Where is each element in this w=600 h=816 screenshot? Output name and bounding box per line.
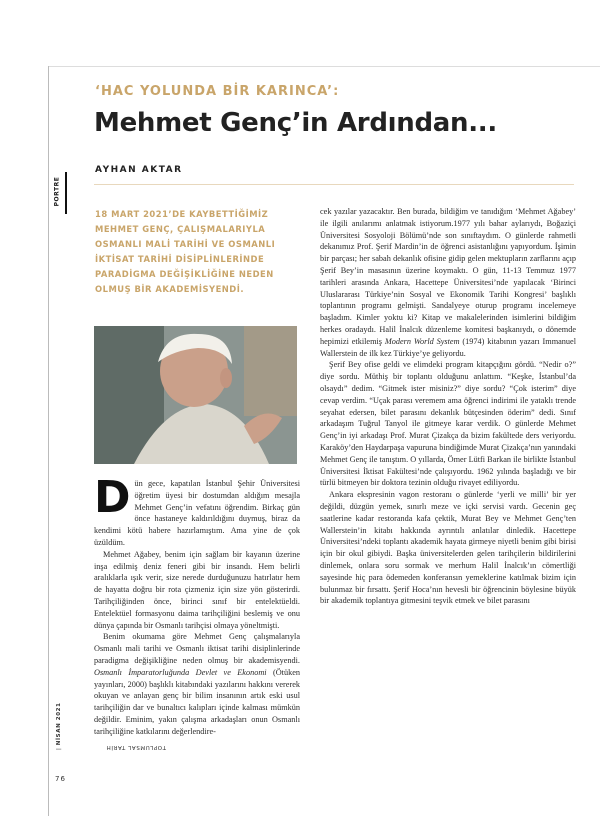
body-column-right [320, 206, 576, 607]
author-name: AYHAN AKTAR [95, 165, 183, 175]
drop-cap: D [94, 472, 131, 523]
kicker: ‘HAC YOLUNDA BİR KARINCA’: [95, 84, 340, 99]
paragraph-text: ün gece, kapatılan İstanbul Şehir Üniversitesi öğretim üyesi bir dostumdan aldığım mesajla Mehmet Genç’in vefatını öğrendim. Birkaç gün önce hastaneye kaldırıldığını duymuş, biraz da kendimi kötü habere hazırlamıştım. Ama yine de çok üzüldüm. [94, 479, 300, 547]
body-column-left [94, 472, 300, 738]
page-number: 76 [55, 775, 66, 783]
portrait-photo [94, 326, 297, 464]
paragraph-text: Benim okumama göre Mehmet Genç çalışmalarıyla Osmanlı mali tarihi ve Osmanlı iktisat tarihi disiplinlerinde paradigma değişikliğine neden olmuş bir akademisyendi. [94, 632, 300, 665]
book-title: Osmanlı İmparatorluğunda Devlet ve Ekonomi [94, 667, 267, 677]
title-divider [94, 184, 574, 185]
body-paragraph: Ankara ekspresinin vagon restoranı o günlerde ‘yerli ve milli’ bir yer değildi, düzgün yemek, sınırlı meze ve içki servisi vardı. Gecenin geç saatlerine kadar restoranda kafa çektik, Murat Bey ve Mehmet Genç’ten Wallerstein’in kitabı hakkında ayrıntılı anlatılar dinledik. Hacettepe Üniversitesi’ndeki toplantı akademik hayata girmeye niyetli benim gibi birisi için bir okul gibiydi. Başka üniversitelerden gelen tarihçilerin bildirilerini dinlemek, onlara soru sormak ve merhum Halil İnalcık’ın cömertliği sayesinde hiç para ödemeden konferansın yemeklerine katılmak bizim için bulunmaz bir fırsattı. Şerif Hoca’nın hevesli bir öğrencinin böylesine büyük bir akademik toplantıya gitmesini teşvik etmek ve bilet parasını [320, 490, 576, 606]
article-title: Mehmet Genç’in Ardından... [94, 108, 497, 138]
body-paragraph [320, 206, 576, 359]
section-tag-label: PORTRE [53, 176, 61, 207]
book-title: Modern World System [384, 336, 460, 346]
top-rule [48, 66, 600, 67]
paragraph-text: (1974) kitabının yazarı Immanuel Wallerstein de ilk kez Türkiye’ye geliyordu. [320, 336, 576, 358]
top-margin [0, 0, 600, 66]
lead-paragraph: 18 MART 2021’DE KAYBETTİĞİMİZ MEHMET GENÇ, ÇALIŞMALARIYLA OSMANLI MALİ TARİHİ VE OSMANLI İKTİSAT TARİHİ DİSİPLİNLERİNDE PARADİGMA DEĞİŞİKLİĞİNE NEDEN OLMUŞ BİR AKADEMİSYENDİ. [95, 209, 276, 294]
body-paragraph: Şerif Bey ofise geldi ve elimdeki program kitapçığını gördü. “Nedir o?” diye sordu. Müthiş bir toplantı olduğunu anlattım. “Keşke, İstanbul’da olsaydı” dedim. “Gitmek ister misiniz?” diye sordu? “Çok isterim” diye cevap verdim. “Uçak parası veremem ama öğrenci indirimi ile yataklı trende seyahat edersen, bilet parasını dekanlık bütçesinden öderim” dedi. Sınıf arkadaşım Tuğrul Tanyol ile gitmeye karar verdik. O günlerde Mehmet Genç’in iyi arkadaşı Prof. Murat Çizakça da bizim fakültede ders veriyordu. Karaköy’den Haydarpaşa vapuruna bindiğimde Murat Çizakça’nın yanındaki Mehmet Genç ile tanıştım. O yıllarda, Ömer Lütfi Barkan ile birlikte İstanbul Üniversitesi İktisat Fakültesi’nde çalışıyordu. 1962 yılında başladığı ve bir türlü bitmeyen bir doktora tezinin olduğu rivayet ediliyordu. [320, 360, 576, 488]
body-paragraph [94, 472, 300, 549]
section-tag [52, 178, 62, 208]
running-footer: TOPLUMSAL TARİH | NİSAN 2021 [56, 702, 166, 750]
portrait-illustration [94, 326, 297, 464]
issue-date: NİSAN 2021 [56, 702, 62, 746]
paragraph-text: cek yazılar yazacaktır. Ben burada, bildiğim ve tanıdığım ‘Mehmet Ağabey’ ile ilgili anılarımı anlatmak istiyorum.1977 yılı bahar aylarıydı, Boğaziçi Üniversitesi Sosyoloji Bölümü’nde son sınıftaydım. O günlerde rahmetli dekanımız Prof. Şerif Mardin’in de öğrenci asistanlığını yapıyordum. İşimin bir parçası; her sabah dekanlık ofisine gidip gelen mektupların zarflarını açıp Şerif Bey’in masasının üzerine koymaktı. O gün, 11-13 Temmuz 1977 tarihleri arasında Ankara, Hacettepe Üniversitesi’nde yapılacak ‘Birinci Uluslararası Türkiye’nin Sosyal ve Ekonomik Tarihi Kongresi’ başlıklı toplantının programı gelmişti. Sandalyeye oturup programı incelemeye başladım. Kimler yoktu ki? Kitap ve makalelerinden isimlerini bildiğim herkes oradaydı. Halil İnalcık düzenleme komitesi başkanıydı, o dönemde hepimizi etkilemiş [320, 207, 576, 346]
paragraph-text: (Ötüken yayınları, 2000) başlıklı kitabındaki yazılarını hakkını vererek okuyan ve anlayan genç bir bilim insanının artık eski usul tarihçiliğin dar ve bunaltıcı kalıpları içinde kalması mümkün değildir. Eminim, yakın çalışma arkadaşları onun Osmanlı tarihçiliğine katkılarını değerlendire- [94, 667, 300, 736]
body-paragraph [94, 631, 300, 737]
left-rule [48, 66, 49, 816]
body-paragraph: Mehmet Ağabey, benim için sağlam bir kayanın üzerine inşa edilmiş deniz feneri gibi bir insandı. Hem belirli aralıklarla ışık verir, size nerede durduğunuzu hatırlatır hem de hayatta doğru bir rota çizmeniz için size yön gösterirdi. Tarihçiliğinden önce, birinci sınıf bir entelektüeldi. Entelektüel formasyonu daima tarihçiliğini beslemiş ve onu dünya çapında bir Osmanlı tarihçisi olmaya yöneltmişti. [94, 549, 300, 630]
magazine-name: TOPLUMSAL TARİH [105, 744, 166, 750]
